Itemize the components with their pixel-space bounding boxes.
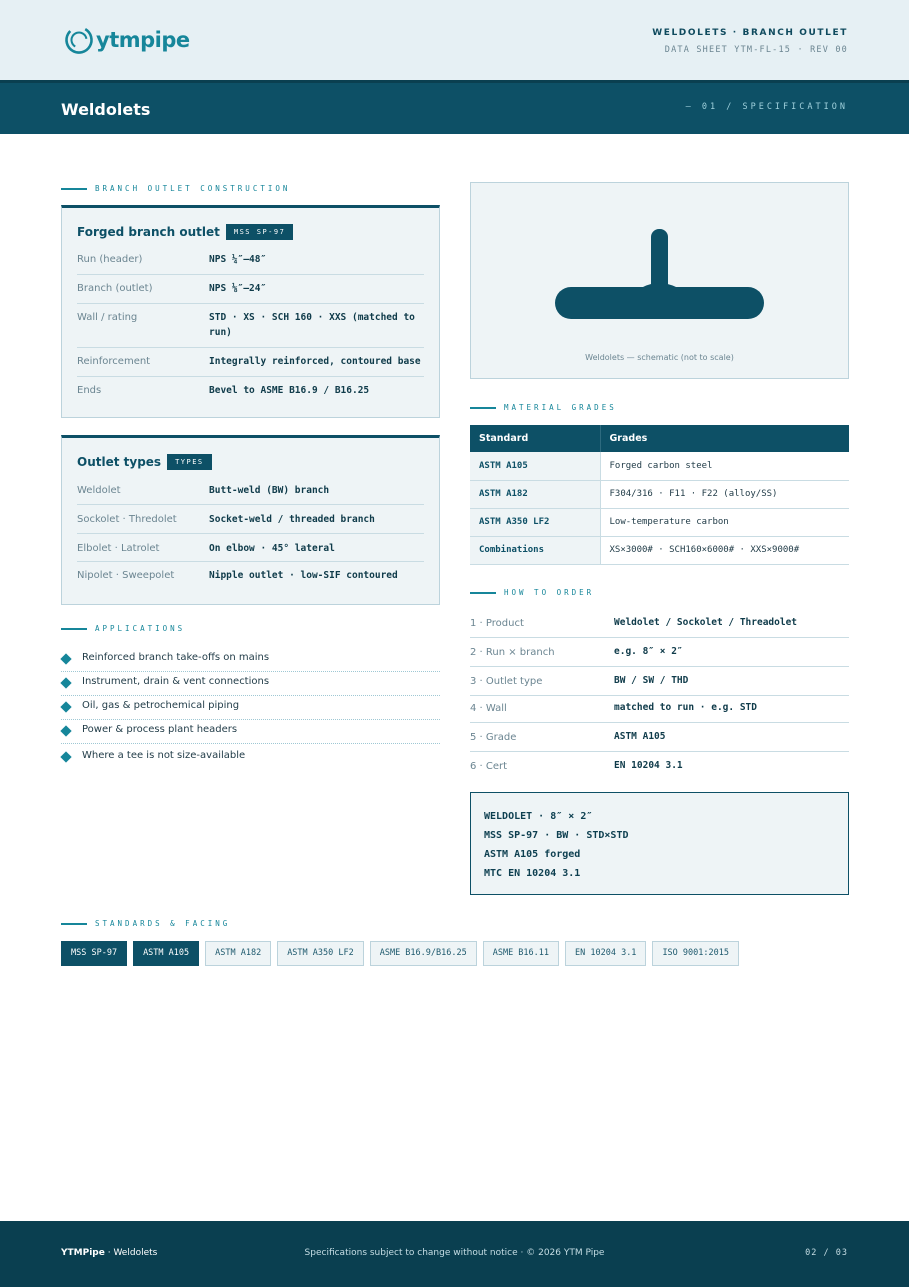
section-reference: — 01 / SPECIFICATION bbox=[685, 102, 848, 112]
label-bar bbox=[61, 628, 87, 630]
footer-brand-name: YTMPipe bbox=[61, 1248, 105, 1258]
application-text: Power & process plant headers bbox=[82, 724, 238, 735]
table-row bbox=[470, 536, 849, 564]
application-text: Instrument, drain & vent connections bbox=[82, 676, 270, 687]
spec-value: Bevel to ASME B16.9 / B16.25 bbox=[209, 385, 370, 396]
card-header bbox=[77, 224, 293, 240]
column-header-grades: Grades bbox=[600, 425, 849, 452]
order-value: EN 10204 3.1 bbox=[614, 760, 683, 771]
grades-cell: XS×3000# · SCH160×6000# · XXS×9000# bbox=[600, 536, 849, 564]
page-footer bbox=[0, 1221, 909, 1287]
header-bar bbox=[0, 0, 909, 80]
standard-cell: ASTM A182 bbox=[470, 480, 600, 508]
spec-key: Ends bbox=[77, 385, 102, 396]
logo-swirl-icon bbox=[64, 24, 94, 56]
table-header-row bbox=[470, 425, 849, 452]
order-example-line: MSS SP-97 · BW · STD×STD bbox=[484, 830, 629, 841]
weldolet-schematic-diagram bbox=[471, 183, 850, 343]
standards-chip-list bbox=[61, 941, 745, 966]
order-row bbox=[470, 609, 849, 638]
order-value: matched to run · e.g. STD bbox=[614, 702, 757, 713]
footer-product: · Weldolets bbox=[107, 1248, 158, 1258]
order-value: ASTM A105 bbox=[614, 731, 666, 742]
spec-value: NPS ¼″–48″ bbox=[209, 254, 267, 265]
page-title: Weldolets bbox=[61, 100, 151, 119]
order-step: 6 · Cert bbox=[470, 761, 508, 772]
types-tag: TYPES bbox=[167, 454, 212, 470]
section-label-construction bbox=[61, 184, 290, 193]
spec-key: Branch (outlet) bbox=[77, 283, 153, 294]
product-line: WELDOLETS · BRANCH OUTLET bbox=[652, 28, 848, 38]
spec-value: STD · XS · SCH 160 · XXS (matched to run) bbox=[209, 312, 415, 338]
type-key: Nipolet · Sweepolet bbox=[77, 570, 175, 581]
order-value: e.g. 8″ × 2″ bbox=[614, 646, 683, 657]
standard-chip: ASME B16.11 bbox=[483, 941, 559, 966]
section-label-materials bbox=[470, 403, 617, 412]
order-example-line: MTC EN 10204 3.1 bbox=[484, 868, 581, 879]
outlet-types-card bbox=[61, 435, 440, 605]
type-value: Butt-weld (BW) branch bbox=[209, 485, 330, 496]
standard-chip: ASTM A182 bbox=[205, 941, 271, 966]
section-label-applications bbox=[61, 624, 185, 633]
table-row bbox=[470, 452, 849, 480]
card-title: Forged branch outlet bbox=[77, 225, 220, 239]
section-label-standards bbox=[61, 919, 230, 928]
spec-row bbox=[77, 348, 424, 377]
label-bar bbox=[470, 592, 496, 594]
standard-chip: ASTM A350 LF2 bbox=[277, 941, 364, 966]
standard-chip: ASME B16.9/B16.25 bbox=[370, 941, 477, 966]
diamond-bullet-icon bbox=[60, 701, 71, 712]
standard-tag: MSS SP-97 bbox=[226, 224, 293, 240]
spec-row bbox=[77, 275, 424, 304]
type-key: Sockolet · Thredolet bbox=[77, 514, 177, 525]
document-title-block bbox=[652, 28, 848, 55]
grades-cell: Low-temperature carbon bbox=[600, 508, 849, 536]
order-example-line: WELDOLET · 8″ × 2″ bbox=[484, 811, 593, 822]
spec-value: Integrally reinforced, contoured base bbox=[209, 356, 421, 367]
logo-text: ytmpipe bbox=[96, 28, 190, 52]
diamond-bullet-icon bbox=[60, 725, 71, 736]
spec-row bbox=[77, 304, 424, 348]
application-text: Where a tee is not size-available bbox=[82, 750, 246, 761]
construction-card bbox=[61, 205, 440, 418]
order-step: 3 · Outlet type bbox=[470, 676, 543, 687]
section-label-text: HOW TO ORDER bbox=[504, 588, 595, 597]
order-step: 4 · Wall bbox=[470, 703, 507, 714]
section-label-text: APPLICATIONS bbox=[95, 624, 186, 633]
spec-value: NPS ⅛″–24″ bbox=[209, 283, 267, 294]
order-step: 2 · Run × branch bbox=[470, 647, 555, 658]
standard-chip: MSS SP-97 bbox=[61, 941, 127, 966]
label-bar bbox=[61, 188, 87, 190]
section-label-order bbox=[470, 588, 594, 597]
order-value: BW / SW / THD bbox=[614, 675, 689, 686]
section-label-text: MATERIAL GRADES bbox=[504, 403, 617, 412]
column-header-standard: Standard bbox=[470, 425, 600, 452]
list-item bbox=[61, 648, 440, 672]
type-row bbox=[77, 534, 424, 562]
type-row bbox=[77, 476, 424, 505]
list-item bbox=[61, 720, 440, 744]
spec-row bbox=[77, 377, 424, 406]
sheet-reference: DATA SHEET YTM-FL-15 · REV 00 bbox=[664, 45, 848, 55]
material-grades-table bbox=[470, 425, 849, 565]
standard-chip: EN 10204 3.1 bbox=[565, 941, 646, 966]
application-text: Oil, gas & petrochemical piping bbox=[82, 700, 240, 711]
standard-chip: ISO 9001:2015 bbox=[652, 941, 739, 966]
order-row bbox=[470, 638, 849, 667]
title-bar bbox=[0, 80, 909, 134]
order-row bbox=[470, 667, 849, 696]
type-row bbox=[77, 505, 424, 534]
schematic-panel bbox=[470, 182, 849, 379]
type-row bbox=[77, 562, 424, 590]
list-item bbox=[61, 746, 440, 770]
order-example-line: ASTM A105 forged bbox=[484, 849, 581, 860]
section-label-text: BRANCH OUTLET CONSTRUCTION bbox=[95, 184, 291, 193]
grades-cell: Forged carbon steel bbox=[600, 452, 849, 480]
standard-cell: ASTM A105 bbox=[470, 452, 600, 480]
order-row bbox=[470, 723, 849, 752]
order-step: 5 · Grade bbox=[470, 732, 517, 743]
order-row bbox=[470, 694, 849, 723]
type-key: Weldolet bbox=[77, 485, 121, 496]
card-header bbox=[77, 454, 212, 470]
standard-cell: ASTM A350 LF2 bbox=[470, 508, 600, 536]
standard-cell: Combinations bbox=[470, 536, 600, 564]
type-value: Nipple outlet · low-SIF contoured bbox=[209, 570, 398, 581]
diamond-bullet-icon bbox=[60, 751, 71, 762]
page-number: 02 / 03 bbox=[805, 1248, 848, 1258]
spec-key: Reinforcement bbox=[77, 356, 151, 367]
card-title: Outlet types bbox=[77, 455, 162, 469]
order-example-box bbox=[470, 792, 849, 895]
order-value: Weldolet / Sockolet / Threadolet bbox=[614, 617, 798, 628]
label-bar bbox=[61, 923, 87, 925]
standard-chip: ASTM A105 bbox=[133, 941, 199, 966]
footer-notice: Specifications subject to change without notice · © 2026 YTM Pipe bbox=[304, 1248, 605, 1258]
spec-key: Wall / rating bbox=[77, 312, 138, 323]
order-row bbox=[470, 752, 849, 781]
diamond-bullet-icon bbox=[60, 653, 71, 664]
table-row bbox=[470, 508, 849, 536]
section-label-text: STANDARDS & FACING bbox=[95, 919, 231, 928]
label-bar bbox=[470, 407, 496, 409]
spec-key: Run (header) bbox=[77, 254, 143, 265]
list-item bbox=[61, 696, 440, 720]
spec-row bbox=[77, 246, 424, 275]
type-key: Elbolet · Latrolet bbox=[77, 543, 160, 554]
schematic-caption: Weldolets — schematic (not to scale) bbox=[585, 353, 734, 362]
type-value: Socket-weld / threaded branch bbox=[209, 514, 375, 525]
grades-cell: F304/316 · F11 · F22 (alloy/SS) bbox=[600, 480, 849, 508]
brand-logo bbox=[64, 22, 190, 58]
application-text: Reinforced branch take-offs on mains bbox=[82, 652, 270, 663]
table-row bbox=[470, 480, 849, 508]
diamond-bullet-icon bbox=[60, 677, 71, 688]
list-item bbox=[61, 672, 440, 696]
type-value: On elbow · 45° lateral bbox=[209, 543, 335, 554]
order-step: 1 · Product bbox=[470, 618, 524, 629]
